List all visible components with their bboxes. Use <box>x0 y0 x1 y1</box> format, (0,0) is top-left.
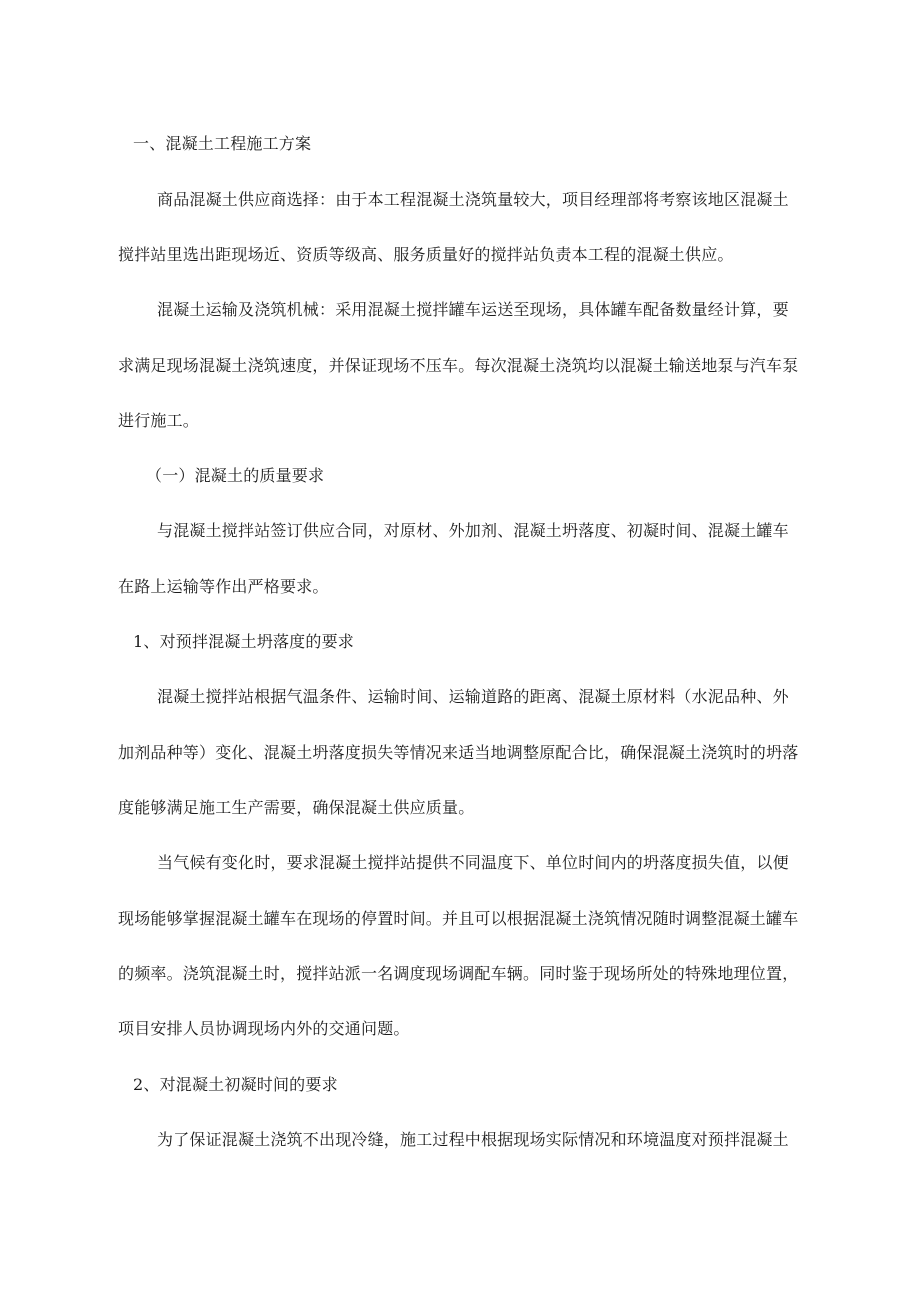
subsection-heading: （一）混凝土的质量要求 <box>146 466 325 485</box>
paragraph-line: 为了保证混凝土浇筑不出现冷缝，施工过程中根据现场实际情况和环境温度对预拌混凝土 <box>157 1130 789 1149</box>
paragraph-line: 与混凝土搅拌站签订供应合同，对原材、外加剂、混凝土坍落度、初凝时间、混凝土罐车 <box>157 521 789 540</box>
paragraph-line: 求满足现场混凝土浇筑速度，并保证现场不压车。每次混凝土浇筑均以混凝土输送地泵与汽车泵 <box>118 356 799 375</box>
section-heading: 一、混凝土工程施工方案 <box>133 134 312 153</box>
paragraph-line: 的频率。浇筑混凝土时，搅拌站派一名调度现场调配车辆。同时鉴于现场所处的特殊地理位置， <box>118 964 799 983</box>
paragraph-line: 混凝土运输及浇筑机械：采用混凝土搅拌罐车运送至现场，具体罐车配备数量经计算，要 <box>157 300 789 319</box>
paragraph-line: 项目安排人员协调现场内外的交通问题。 <box>118 1019 410 1038</box>
paragraph-line: 加剂品种等）变化、混凝土坍落度损失等情况来适当地调整原配合比，确保混凝土浇筑时的坍落 <box>118 743 799 762</box>
paragraph-line: 搅拌站里选出距现场近、资质等级高、服务质量好的搅拌站负责本工程的混凝土供应。 <box>118 245 734 264</box>
paragraph-line: 在路上运输等作出严格要求。 <box>118 577 329 596</box>
item-heading: 2、对混凝土初凝时间的要求 <box>133 1075 338 1094</box>
paragraph-line: 进行施工。 <box>118 411 200 430</box>
item-heading: 1、对预拌混凝土坍落度的要求 <box>133 632 354 651</box>
paragraph-line: 混凝土搅拌站根据气温条件、运输时间、运输道路的距离、混凝土原材料（水泥品种、外 <box>157 687 789 706</box>
paragraph-line: 商品混凝土供应商选择：由于本工程混凝土浇筑量较大，项目经理部将考察该地区混凝土 <box>157 190 789 209</box>
paragraph-line: 度能够满足施工生产需要，确保混凝土供应质量。 <box>118 798 475 817</box>
paragraph-line: 现场能够掌握混凝土罐车在现场的停置时间。并且可以根据混凝土浇筑情况随时调整混凝土罐车 <box>118 909 799 928</box>
paragraph-line: 当气候有变化时，要求混凝土搅拌站提供不同温度下、单位时间内的坍落度损失值，以便 <box>157 853 789 872</box>
